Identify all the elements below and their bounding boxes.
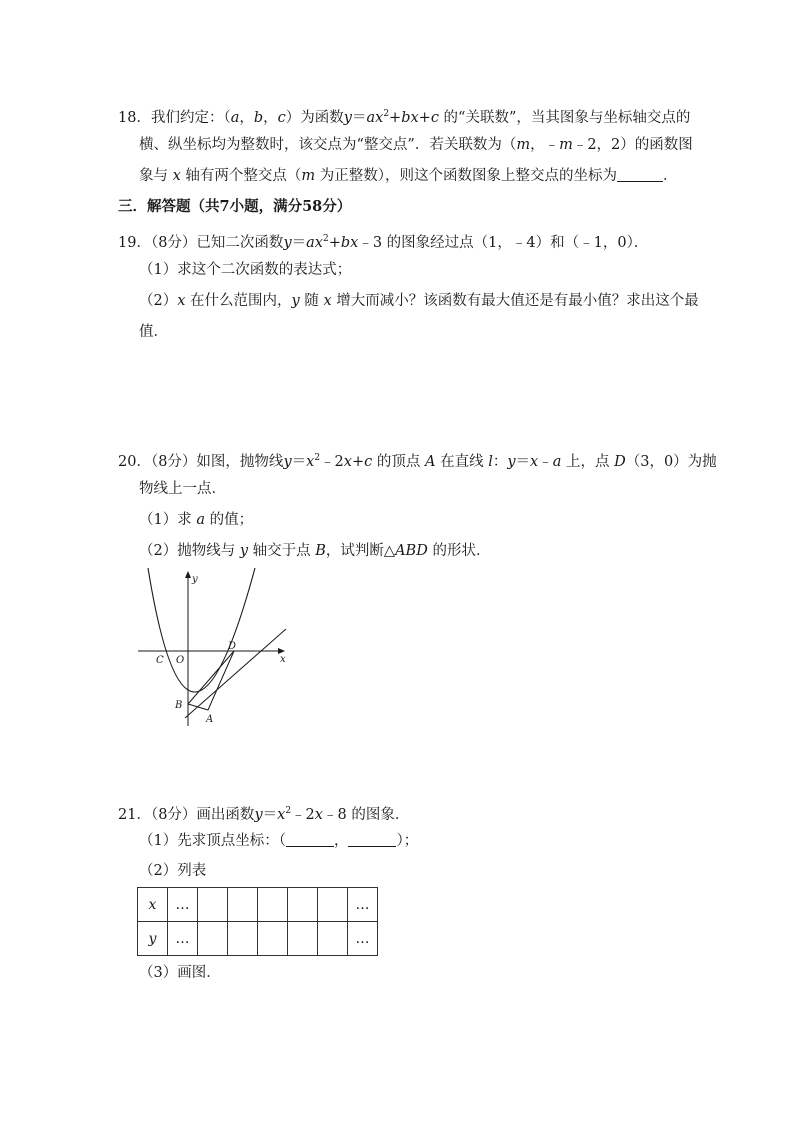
table-cell[interactable] xyxy=(258,922,288,956)
table-cell: … xyxy=(168,922,198,956)
table-cell[interactable] xyxy=(228,888,258,922)
vertex-x-blank[interactable] xyxy=(286,832,334,847)
table-cell[interactable] xyxy=(318,922,348,956)
table-row-x xyxy=(138,888,378,922)
q21-part2: （2）列表 xyxy=(139,863,207,879)
table-cell: y xyxy=(138,922,168,956)
q21-part1-suffix: ）； xyxy=(396,833,419,849)
label-A: A xyxy=(206,714,214,725)
q21-part1-prefix: （1）先求顶点坐标：（ xyxy=(139,833,286,849)
parabola-curve xyxy=(148,568,255,692)
segment-BA xyxy=(188,704,208,710)
parabola-figure xyxy=(130,566,310,731)
table-cell[interactable] xyxy=(318,888,348,922)
q19-part1: （1）求这个二次函数的表达式； xyxy=(139,262,352,278)
table-cell[interactable] xyxy=(288,888,318,922)
table-cell[interactable] xyxy=(198,922,228,956)
q20-stem-line1: 20．（8分）如图，抛物线$y=x^2﹣2x+c$ 的顶点 A 在直线 l：y＝x﹣a 上，点 D（3，0）为抛 xyxy=(118,453,717,470)
q20-stem-line2: 物线上一点． xyxy=(139,481,226,497)
label-y: y xyxy=(192,574,198,585)
label-x: x xyxy=(280,654,286,665)
table-row-y xyxy=(138,922,378,956)
q21-stem: 21．（8分）画出函数$y=x^2﹣2x﹣8$ 的图象． xyxy=(118,806,410,823)
table-cell: x xyxy=(138,888,168,922)
label-B: B xyxy=(175,700,183,711)
answer-blank[interactable] xyxy=(617,167,663,182)
table-cell: … xyxy=(348,922,378,956)
table-cell[interactable] xyxy=(198,888,228,922)
q20-part2: （2）抛物线与 y 轴交于点 B，试判断△ABD 的形状． xyxy=(139,543,491,559)
q19-stem: 19．（8分）已知二次函数$y=ax^2+bx﹣3$ 的图象经过点（1，﹣4）和（﹣1，0）． xyxy=(118,234,649,251)
table-cell: … xyxy=(348,888,378,922)
label-C: C xyxy=(156,655,164,666)
period: ． xyxy=(663,168,678,184)
q21-part3: （3）画图． xyxy=(139,965,221,981)
q19-part2-line1: （2）x 在什么范围内，y 随 x 增大而减小？该函数有最大值还是有最小值？求出这个最 xyxy=(139,293,699,309)
segment-BD xyxy=(188,651,234,704)
q18-line3: 象与 x 轴有两个整交点（m 为正整数），则这个函数图象上整交点的坐标为 ． xyxy=(139,168,678,184)
vertex-y-blank[interactable] xyxy=(348,832,396,847)
label-D: D xyxy=(228,641,237,652)
q18-line1: 18．我们约定：（a，b，c）为函数$y=ax^2+bx+c$ 的“关联数”，当其图象与坐标轴交点的 xyxy=(118,109,691,126)
q21-part1 xyxy=(139,831,418,851)
q18-line2: 横、纵坐标均为整数时，该交点为“整交点”．若关联数为（m，﹣m﹣2，2）的函数图 xyxy=(139,137,693,153)
y-axis-arrow xyxy=(185,571,191,578)
table-cell[interactable] xyxy=(288,922,318,956)
q19-part2-line2: 值． xyxy=(139,324,168,340)
label-O: O xyxy=(176,655,185,666)
q21-part1-sep: ， xyxy=(333,833,349,849)
section-heading: 三．解答题（共7小题，满分58分） xyxy=(118,198,352,215)
table-cell[interactable] xyxy=(258,888,288,922)
value-table xyxy=(137,887,378,956)
table-cell: … xyxy=(168,888,198,922)
q20-part1: （1）求 a 的值； xyxy=(139,512,254,528)
table-cell[interactable] xyxy=(228,922,258,956)
